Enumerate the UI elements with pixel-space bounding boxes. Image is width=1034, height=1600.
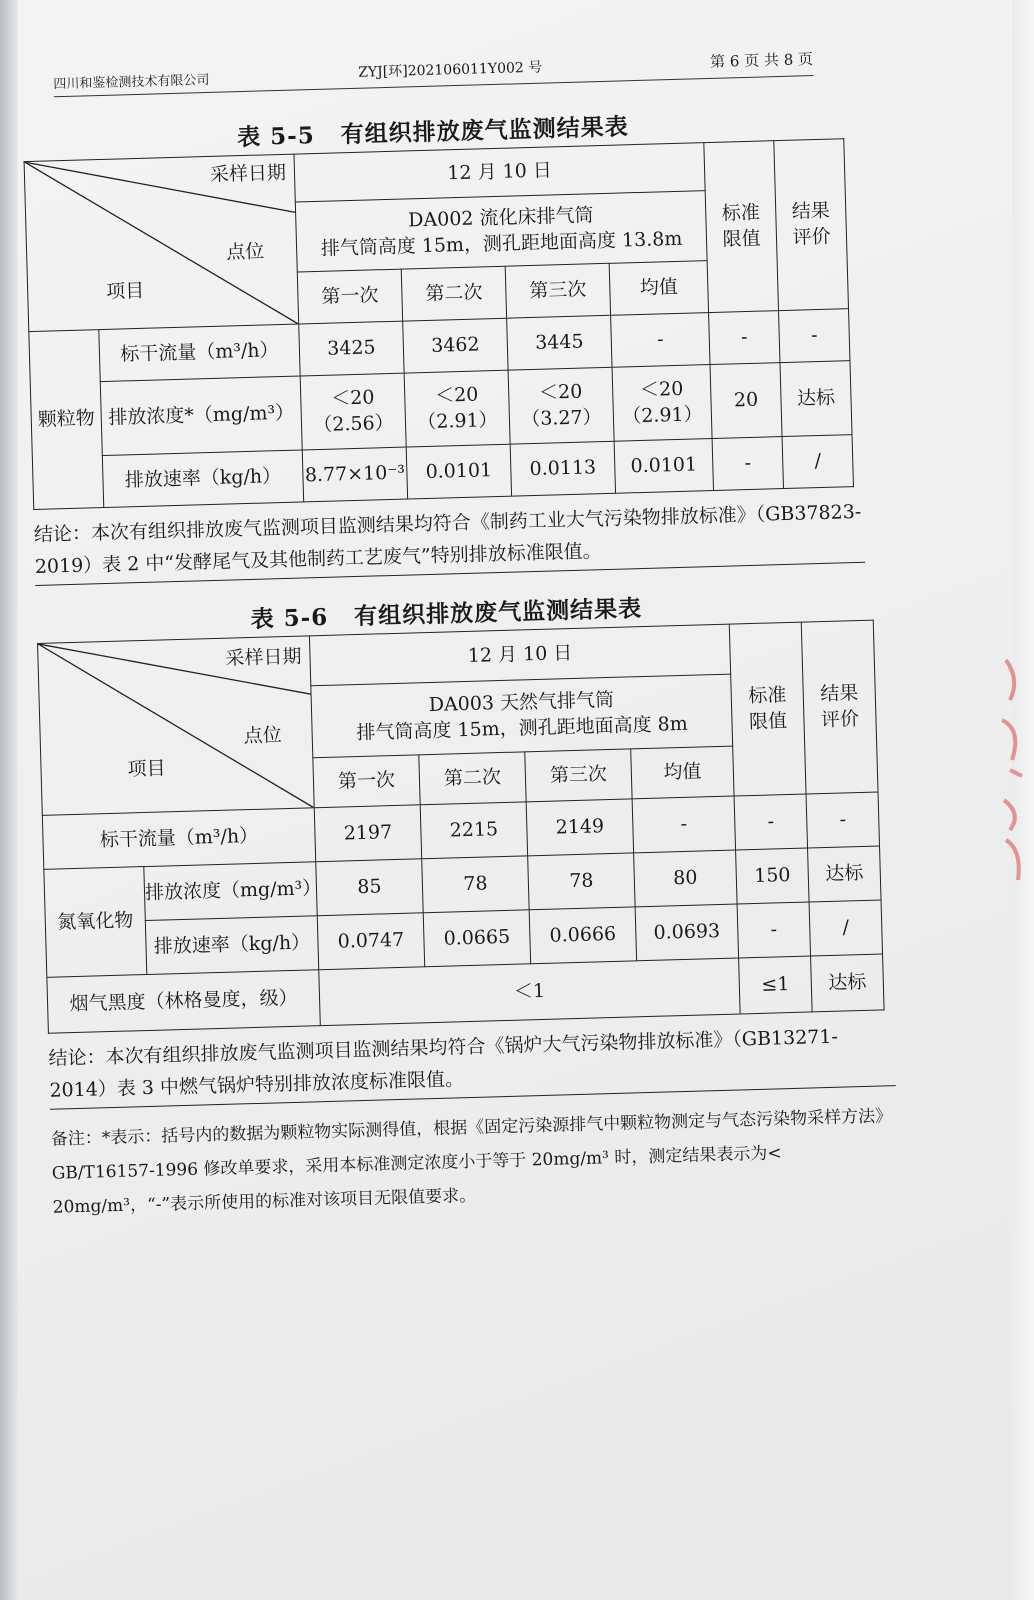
table1-title-text: 有组织排放废气监测结果表 [340, 113, 629, 149]
table1-eval: / [782, 435, 853, 489]
table2-cell: 78 [422, 856, 529, 913]
table1-eval: - [779, 309, 850, 363]
table2-cell: 0.0747 [317, 913, 424, 970]
table1-cell: 8.77×10⁻³ [302, 447, 407, 502]
table1-cell: 0.0101 [406, 444, 511, 499]
table1-point [295, 191, 707, 272]
table1-date: 12 月 10 日 [294, 143, 705, 202]
table1-cell: - [611, 313, 710, 368]
table2-smoke-value: ＜1 [319, 958, 740, 1026]
table1-cell [300, 373, 406, 450]
table2-cell: 85 [316, 859, 423, 916]
table2-cell: 0.0666 [529, 907, 636, 964]
table1-row-label: 标干流量（m³/h） [99, 324, 300, 382]
table2-cell: 2197 [314, 805, 421, 862]
table1-actual-value: （3.27） [520, 405, 602, 430]
table1-run-avg: 均值 [609, 261, 708, 316]
table1-std: - [709, 311, 780, 365]
table1-conclusion: 结论：本次有组织排放废气监测项目监测结果均符合《制药工业大气污染物排放标准》（GB37823-2019）表 2 中“发酵尾气及其他制药工艺废气”特别排放标准限值。 [34, 496, 866, 586]
table2-group: 氮氧化物 [44, 867, 147, 978]
table2-cell: 80 [634, 850, 738, 907]
table2-cell: - [632, 796, 736, 853]
table2-diag-item: 项目 [127, 757, 166, 781]
table2-row-label: 排放浓度（mg/m³） [144, 862, 317, 921]
table2-cell: 0.0693 [635, 904, 739, 961]
table2-conclusion: 结论：本次有组织排放废气监测项目监测结果均符合《锅炉大气污染物排放标准》（GB13271-2014）表 3 中燃气锅炉特别排放浓度标准限值。 [48, 1019, 896, 1110]
table1-eval: 达标 [780, 361, 852, 437]
table2-run-avg: 均值 [631, 746, 734, 799]
table1-diag-item: 项目 [105, 279, 145, 303]
table1-cell: 0.0101 [614, 439, 713, 494]
table1-actual-value: （2.56） [313, 411, 394, 436]
table1-col-std: 标准限值 [704, 141, 779, 313]
table1-cell: 3462 [403, 318, 508, 373]
table1-std: 20 [710, 363, 782, 439]
table1-diagonal-header [24, 154, 299, 331]
table2-point-line1: DA003 天然气排气筒 [428, 688, 615, 716]
table2-diag-point: 点位 [243, 724, 282, 748]
page-number: 第 6 页 共 8 页 [709, 50, 814, 71]
document-number: ZYJ[环]202106011Y002 号 [357, 59, 543, 81]
table1-cell [404, 370, 510, 447]
table1-number: 表 5-5 [236, 121, 316, 152]
table2-std: - [734, 794, 807, 850]
table1-diag-date: 采样日期 [209, 161, 287, 186]
table2-cell: 78 [528, 853, 635, 910]
table2-flow-label: 标干流量（m³/h） [42, 808, 315, 870]
table1-diag-point: 点位 [225, 240, 265, 264]
table1-actual-value: （2.91） [417, 408, 498, 433]
table1-row-label: 排放速率（kg/h） [102, 450, 303, 508]
table1-value: ＜20 [434, 383, 479, 407]
table1 [24, 138, 854, 510]
table1-cell: 3425 [299, 321, 404, 376]
table1-run-2: 第二次 [401, 266, 506, 321]
table2-eval: 达标 [808, 846, 881, 902]
table2 [37, 620, 885, 1034]
page-header [53, 35, 814, 97]
table1-col-eval: 结果评价 [774, 139, 849, 311]
table2-date: 12 月 10 日 [309, 624, 730, 686]
table2-cell: 2149 [526, 799, 633, 856]
table2-run-3: 第三次 [525, 749, 632, 802]
table1-cell [508, 367, 614, 444]
table2-smoke-std: ≤1 [739, 956, 813, 1014]
table1-row-label: 排放浓度*（mg/m³） [100, 376, 302, 456]
table2-title-text: 有组织排放废气监测结果表 [353, 595, 643, 631]
table1-cell [612, 365, 712, 442]
table1-value: ＜20 [330, 386, 375, 410]
table2-std: 150 [736, 848, 809, 904]
table2-eval: - [806, 792, 879, 848]
table2-std: - [737, 902, 810, 958]
table2-point [311, 674, 733, 758]
table1-point-line1: DA002 流化床排气筒 [407, 204, 594, 232]
table1-run-1: 第一次 [297, 269, 402, 324]
table1-cell: 3445 [507, 315, 612, 370]
table2-number: 表 5-6 [250, 603, 329, 633]
table2-row-label: 排放速率（kg/h） [145, 916, 318, 975]
table2-col-eval: 结果评价 [801, 620, 878, 794]
red-seal-stamp-fragment [996, 650, 1034, 890]
company-name: 四川和鉴检测技术有限公司 [53, 72, 210, 93]
table2-run-1: 第一次 [313, 755, 420, 808]
seal-stamp-edge [996, 650, 1034, 890]
table2-col-std: 标准限值 [729, 622, 806, 796]
table1-value: ＜20 [639, 377, 684, 401]
table2-diagonal-header [38, 636, 315, 816]
table2-cell: 0.0665 [423, 910, 530, 967]
table1-std: - [712, 437, 783, 491]
table2-smoke-label: 烟气黑度（林格曼度，级） [47, 970, 320, 1034]
table1-actual-value: （2.91） [621, 402, 703, 428]
table2-run-2: 第二次 [419, 752, 526, 805]
footnote: 备注：*表示：括号内的数据为颗粒物实际测得值，根据《固定污染源排气中颗粒物测定与气态污染物采样方法》GB/T16157-1996 修改单要求，采用本标准测定浓度小于等于 20mg/m³ 时，测定结果表示为< 20mg/m³，“-”表示所使用的标准对该项目无限值要求。 [50, 1106, 893, 1218]
table1-point-line2: 排气筒高度 15m，测孔距地面高度 13.8m [320, 227, 683, 260]
table1-run-3: 第三次 [505, 263, 610, 318]
table2-eval: / [809, 900, 882, 956]
table1-cell: 0.0113 [510, 441, 615, 496]
table2-cell: 2215 [420, 802, 527, 859]
table1-value: ＜20 [538, 380, 583, 404]
table2-point-line2: 排气筒高度 15m，测孔距地面高度 8m [356, 712, 689, 744]
table1-group: 颗粒物 [29, 330, 104, 510]
table2-diag-date: 采样日期 [225, 645, 302, 670]
table2-smoke-eval: 达标 [811, 954, 885, 1012]
